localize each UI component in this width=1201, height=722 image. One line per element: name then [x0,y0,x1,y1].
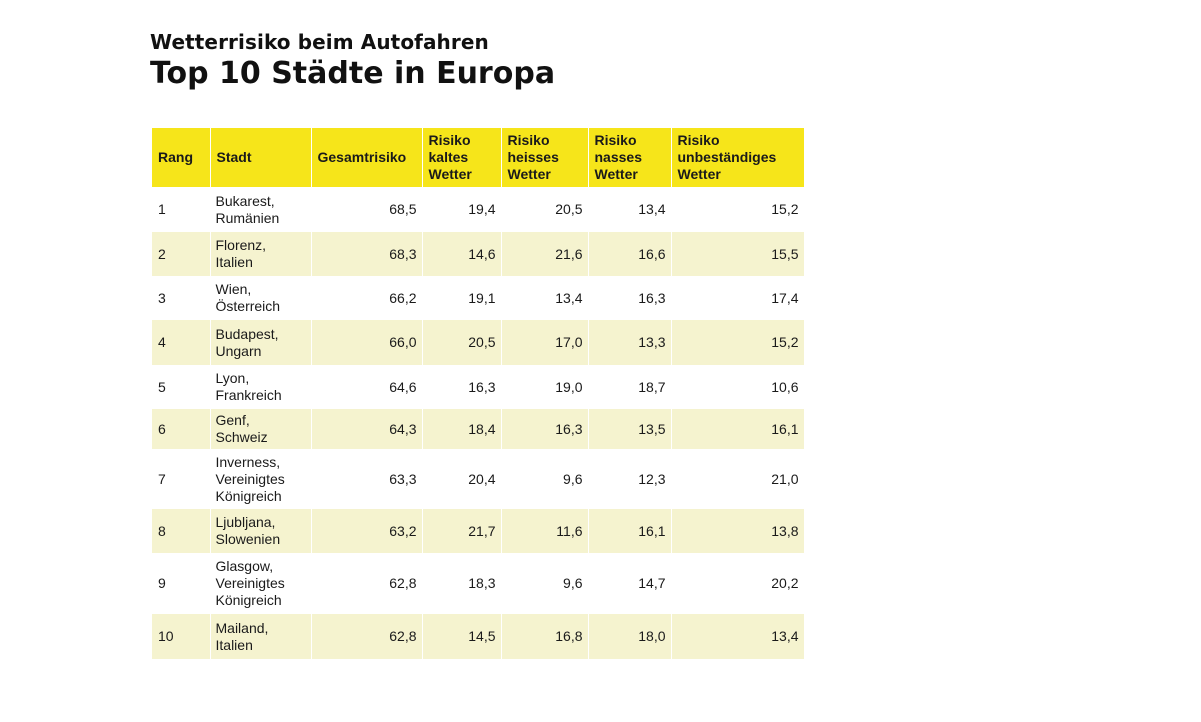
column-header-rank: Rang [152,128,210,187]
rank-cell: 10 [152,614,210,659]
cold-risk-cell: 16,3 [422,365,501,409]
cold-risk-cell: 19,4 [422,187,501,232]
cold-risk-cell: 14,6 [422,232,501,276]
table-row [152,232,804,276]
wet-risk-cell: 18,7 [588,365,671,409]
rank-cell: 1 [152,187,210,232]
wet-risk-cell: 14,7 [588,553,671,614]
hot-risk-cell: 21,6 [501,232,588,276]
column-header-city: Stadt [210,128,311,187]
table-row [152,409,804,449]
wet-risk-cell: 16,6 [588,232,671,276]
wet-risk-cell: 12,3 [588,449,671,509]
total-risk-cell: 66,2 [311,276,422,320]
total-risk-cell: 62,8 [311,614,422,659]
table-row [152,276,804,320]
table-row [152,449,804,509]
ranking-table [152,128,805,659]
cold-risk-cell: 14,5 [422,614,501,659]
city-cell: Ljubljana, Slowenien [210,509,311,553]
total-risk-cell: 66,0 [311,320,422,365]
column-header-hot-risk: Risiko heisses Wetter [501,128,588,187]
wet-risk-cell: 13,3 [588,320,671,365]
variable-risk-cell: 13,8 [671,509,804,553]
variable-risk-cell: 20,2 [671,553,804,614]
city-cell: Mailand, Italien [210,614,311,659]
rank-cell: 5 [152,365,210,409]
table-body [152,187,804,659]
table-row [152,614,804,659]
total-risk-cell: 62,8 [311,553,422,614]
hot-risk-cell: 17,0 [501,320,588,365]
variable-risk-cell: 15,2 [671,187,804,232]
total-risk-cell: 63,3 [311,449,422,509]
table-row [152,365,804,409]
hot-risk-cell: 9,6 [501,553,588,614]
hot-risk-cell: 20,5 [501,187,588,232]
city-cell: Bukarest, Rumänien [210,187,311,232]
total-risk-cell: 68,3 [311,232,422,276]
column-header-variable-risk: Risiko unbeständiges Wetter [671,128,804,187]
city-cell: Glasgow, Vereinigtes Königreich [210,553,311,614]
wet-risk-cell: 18,0 [588,614,671,659]
wet-risk-cell: 13,4 [588,187,671,232]
table-row [152,187,804,232]
city-cell: Genf, Schweiz [210,409,311,449]
total-risk-cell: 63,2 [311,509,422,553]
column-header-cold-risk: Risiko kaltes Wetter [422,128,501,187]
cold-risk-cell: 18,4 [422,409,501,449]
variable-risk-cell: 17,4 [671,276,804,320]
hot-risk-cell: 9,6 [501,449,588,509]
variable-risk-cell: 10,6 [671,365,804,409]
variable-risk-cell: 21,0 [671,449,804,509]
city-cell: Budapest, Ungarn [210,320,311,365]
rank-cell: 3 [152,276,210,320]
table-row [152,320,804,365]
variable-risk-cell: 16,1 [671,409,804,449]
city-cell: Wien, Österreich [210,276,311,320]
cold-risk-cell: 18,3 [422,553,501,614]
table-header-row [152,128,804,187]
city-cell: Lyon, Frankreich [210,365,311,409]
rank-cell: 2 [152,232,210,276]
column-header-total-risk: Gesamtrisiko [311,128,422,187]
page-title: Top 10 Städte in Europa [150,56,556,91]
hot-risk-cell: 16,8 [501,614,588,659]
hot-risk-cell: 11,6 [501,509,588,553]
city-cell: Florenz, Italien [210,232,311,276]
variable-risk-cell: 15,5 [671,232,804,276]
rank-cell: 6 [152,409,210,449]
rank-cell: 8 [152,509,210,553]
total-risk-cell: 64,6 [311,365,422,409]
table-row [152,553,804,614]
total-risk-cell: 64,3 [311,409,422,449]
rank-cell: 4 [152,320,210,365]
cold-risk-cell: 21,7 [422,509,501,553]
city-cell: Inverness, Vereinigtes Königreich [210,449,311,509]
variable-risk-cell: 15,2 [671,320,804,365]
table-row [152,509,804,553]
hot-risk-cell: 16,3 [501,409,588,449]
rank-cell: 7 [152,449,210,509]
rank-cell: 9 [152,553,210,614]
cold-risk-cell: 20,4 [422,449,501,509]
column-header-wet-risk: Risiko nasses Wetter [588,128,671,187]
wet-risk-cell: 16,3 [588,276,671,320]
hot-risk-cell: 19,0 [501,365,588,409]
cold-risk-cell: 19,1 [422,276,501,320]
chart-subtitle: Wetterrisiko beim Autofahren [150,30,489,54]
cold-risk-cell: 20,5 [422,320,501,365]
hot-risk-cell: 13,4 [501,276,588,320]
wet-risk-cell: 16,1 [588,509,671,553]
total-risk-cell: 68,5 [311,187,422,232]
wet-risk-cell: 13,5 [588,409,671,449]
variable-risk-cell: 13,4 [671,614,804,659]
